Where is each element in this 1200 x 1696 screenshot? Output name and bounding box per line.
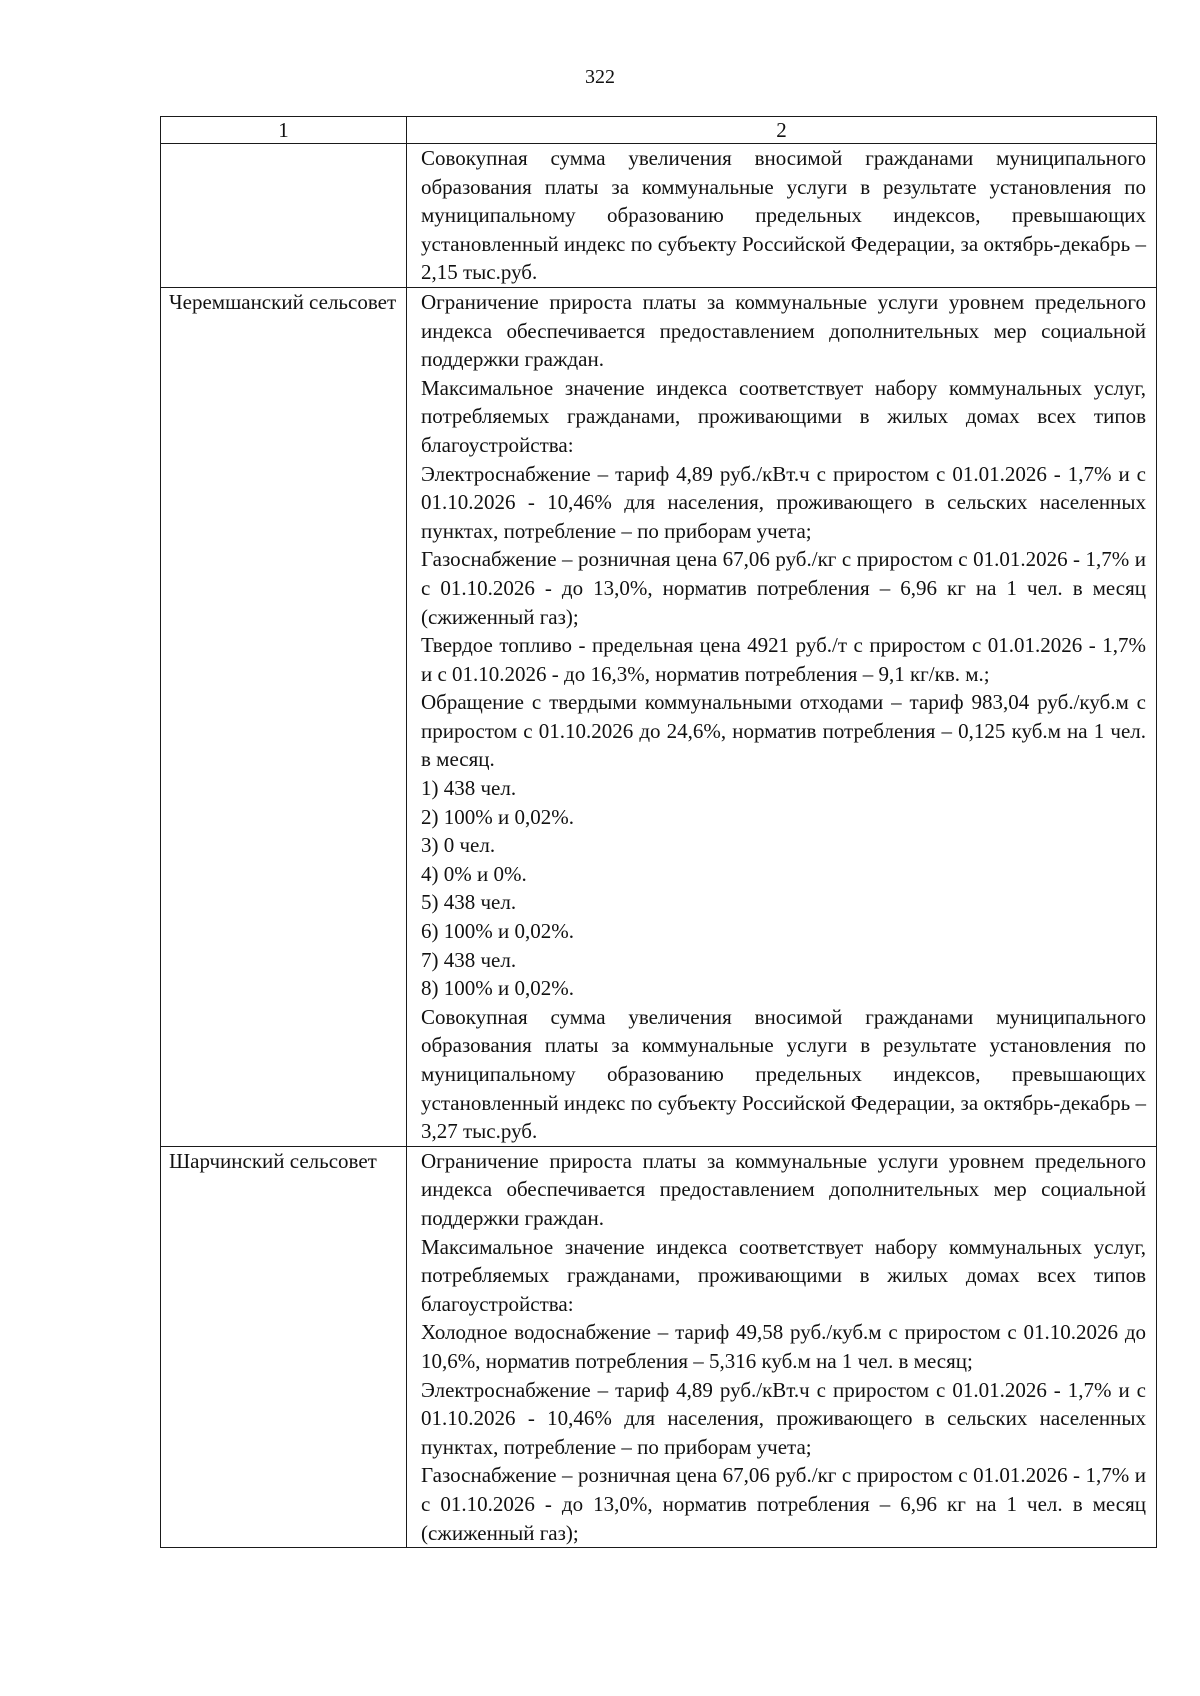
paragraph: Максимальное значение индекса соответствует набору коммунальных услуг, потребляемых гражданами, проживающими в жилых домах всех типов благоустройства:	[421, 1234, 1146, 1316]
paragraph: Электроснабжение – тариф 4,89 руб./кВт.ч с приростом с 01.01.2026 - 1,7% и с 01.10.2026 - 10,46% для населения, проживающего в сельских населенных пунктах, потребление – по приборам учета;	[421, 1377, 1146, 1459]
page-number: 322	[585, 66, 615, 88]
paragraph: Обращение с твердыми коммунальными отходами – тариф 983,04 руб./куб.м с приростом с 01.10.2026 до 24,6%, норматив потребления – 0,125 куб.м на 1 чел. в месяц.	[421, 690, 1146, 772]
table-header-row	[161, 117, 1157, 144]
list-item: 5) 438 чел.	[421, 890, 517, 915]
paragraph: Совокупная сумма увеличения вносимой гражданами муниципального образования платы за коммунальные услуги в результате установления по муниципальному образованию предельных индексов, превышающих установленный индекс по субъекту Российской Федерации, за октябрь-декабрь – 3,27 тыс.руб.	[421, 1004, 1146, 1144]
paragraph: Максимальное значение индекса соответствует набору коммунальных услуг, потребляемых гражданами, проживающими в жилых домах всех типов благоустройства:	[421, 375, 1146, 457]
paragraph: Ограничение прироста платы за коммунальные услуги уровнем предельного индекса обеспечивается предоставлением дополнительных мер социальной поддержки граждан.	[421, 1148, 1146, 1230]
data-table	[160, 116, 1157, 1548]
list-item: 1) 438 чел.	[421, 776, 517, 801]
paragraph: Твердое топливо - предельная цена 4921 руб./т с приростом с 01.01.2026 - 1,7% и с 01.10.2026 - до 16,3%, норматив потребления – 9,1 кг/кв. м.;	[421, 633, 1146, 686]
column-header-2: 2	[407, 117, 1157, 144]
description-cell	[407, 144, 1157, 288]
list-item: 8) 100% и 0,02%.	[421, 976, 574, 1001]
municipality-name	[161, 144, 407, 288]
list-item: 7) 438 чел.	[421, 947, 517, 972]
list-item: 4) 0% и 0%.	[421, 861, 527, 886]
table-row	[161, 144, 1157, 288]
municipality-name: Черемшанский сельсовет	[161, 287, 407, 1146]
column-header-1: 1	[161, 117, 407, 144]
description-cell	[407, 287, 1157, 1146]
list-item: 6) 100% и 0,02%.	[421, 919, 574, 944]
paragraph: Совокупная сумма увеличения вносимой гражданами муниципального образования платы за коммунальные услуги в результате установления по муниципальному образованию предельных индексов, превышающих установленный индекс по субъекту Российской Федерации, за октябрь-декабрь – 2,15 тыс.руб.	[421, 146, 1146, 285]
list-item: 3) 0 чел.	[421, 833, 496, 858]
table-row	[161, 1146, 1157, 1547]
table-row	[161, 287, 1157, 1146]
paragraph: Холодное водоснабжение – тариф 49,58 руб./куб.м с приростом с 01.10.2026 до 10,6%, норматив потребления – 5,316 куб.м на 1 чел. в месяц;	[421, 1320, 1146, 1373]
list-item: 2) 100% и 0,02%.	[421, 804, 574, 829]
paragraph: Электроснабжение – тариф 4,89 руб./кВт.ч с приростом с 01.01.2026 - 1,7% и с 01.10.2026 - 10,46% для населения, проживающего в сельских населенных пунктах, потребление – по приборам учета;	[421, 461, 1146, 543]
municipality-name: Шарчинский сельсовет	[161, 1146, 407, 1547]
paragraph: Газоснабжение – розничная цена 67,06 руб./кг с приростом с 01.01.2026 - 1,7% и с 01.10.2026 - до 13,0%, норматив потребления – 6,96 кг на 1 чел. в месяц (сжиженный газ);	[421, 1463, 1146, 1545]
paragraph: Газоснабжение – розничная цена 67,06 руб./кг с приростом с 01.01.2026 - 1,7% и с 01.10.2026 - до 13,0%, норматив потребления – 6,96 кг на 1 чел. в месяц (сжиженный газ);	[421, 547, 1146, 629]
description-cell	[407, 1146, 1157, 1547]
paragraph: Ограничение прироста платы за коммунальные услуги уровнем предельного индекса обеспечивается предоставлением дополнительных мер социальной поддержки граждан.	[421, 289, 1146, 372]
